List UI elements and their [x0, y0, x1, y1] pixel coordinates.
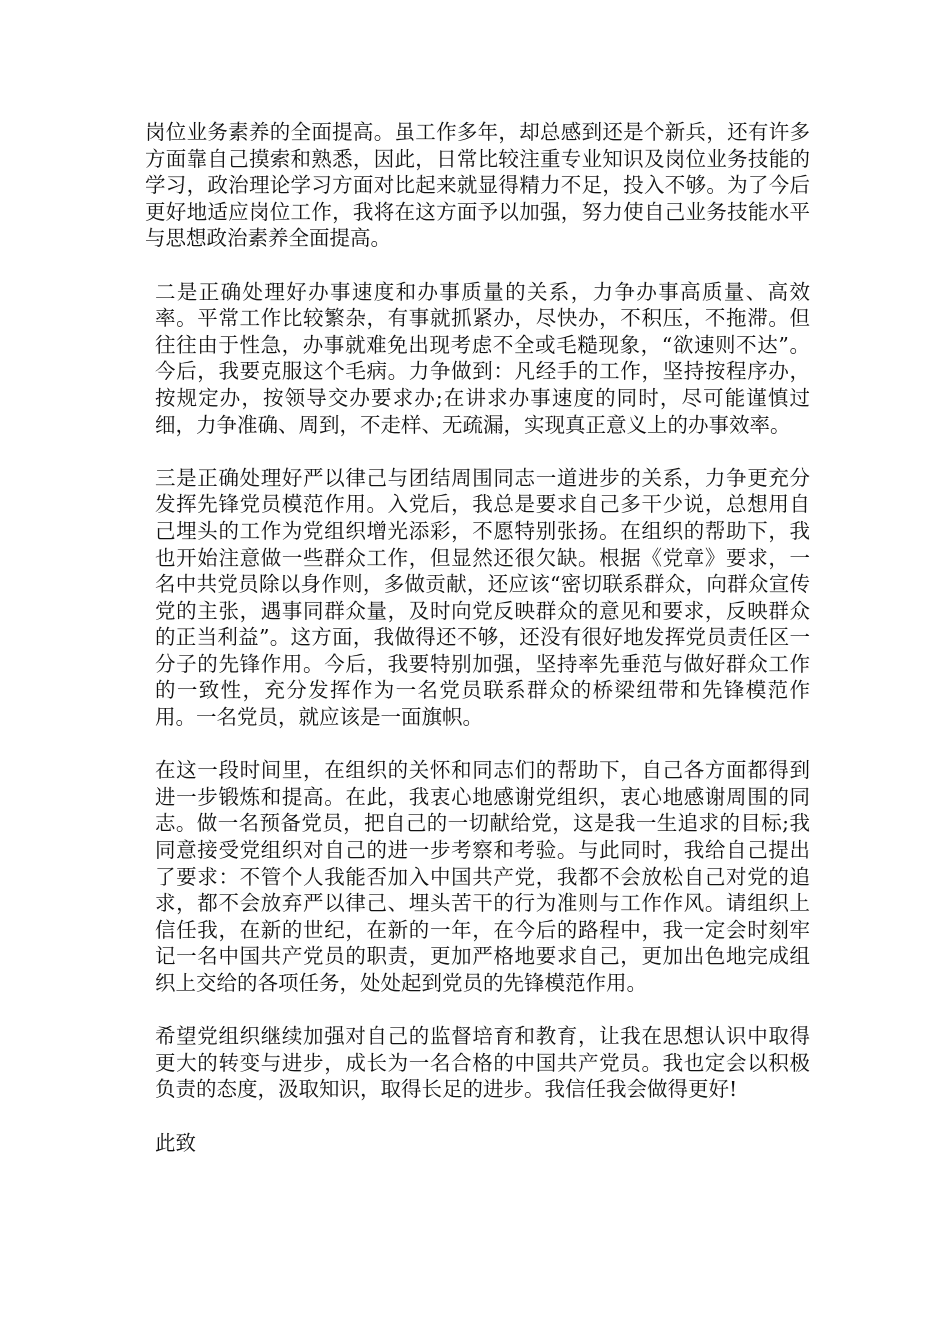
paragraph-4: 在这一段时间里，在组织的关怀和同志们的帮助下，自己各方面都得到进一步锻炼和提高。在此，我衷心地感谢党组织，衷心地感谢周围的同志。做一名预备党员，把自己的一切献给党，这是我一生追求的目标;我同意接受党组织对自己的进一步考察和考验。与此同时，我给自己提出了要求：不管个人我能否加入中国共产党，我都不会放松自己对党的追求，都不会放弃严以律己、埋头苦干的行为准则与工作作风。请组织上信任我，在新的世纪，在新的一年，在今后的路程中，我一定会时刻牢记一名中国共产党员的职责，更加严格地要求自己，更加出色地完成组织上交给的各项任务，处处起到党员的先锋模范作用。	[155, 758, 810, 995]
paragraph-gap	[145, 1103, 810, 1130]
document-body	[145, 119, 810, 1156]
paragraph-gap	[145, 438, 810, 465]
paragraph-2: 二是正确处理好办事速度和办事质量的关系，力争办事高质量、高效率。平常工作比较繁杂，有事就抓紧办，尽快办，不积压，不拖滞。但往往由于性急，办事就难免出现考虑不全或毛糙现象，“欲速则不达”。今后，我要克服这个毛病。力争做到：凡经手的工作，坚持按程序办，按规定办，按领导交办要求办;在讲求办事速度的同时，尽可能谨慎过细，力争准确、周到，不走样、无疏漏，实现真正意义上的办事效率。	[155, 279, 810, 437]
paragraph-5: 希望党组织继续加强对自己的监督培育和教育，让我在思想认识中取得更大的转变与进步，成长为一名合格的中国共产党员。我也定会以积极负责的态度，汲取知识，取得长足的进步。我信任我会做得更好!	[155, 1024, 810, 1102]
paragraph-3: 三是正确处理好严以律己与团结周围同志一道进步的关系，力争更充分发挥先锋党员模范作用。入党后，我总是要求自己多干少说，总想用自己埋头的工作为党组织增光添彩，不愿特别张扬。在组织的帮助下，我也开始注意做一些群众工作，但显然还很欠缺。根据《党章》要求，一名中共党员除以身作则，多做贡献，还应该“密切联系群众，向群众宣传党的主张，遇事同群众量，及时向党反映群众的意见和要求，反映群众的正当利益”。这方面，我做得还不够，还没有很好地发挥党员责任区一分子的先锋作用。今后，我要特别加强，坚持率先垂范与做好群众工作的一致性，充分发挥作为一名党员联系群众的桥梁纽带和先锋模范作用。一名党员，就应该是一面旗帜。	[155, 465, 810, 730]
paragraph-1: 岗位业务素养的全面提高。虽工作多年，却总感到还是个新兵，还有许多方面靠自己摸索和熟悉，因此，日常比较注重专业知识及岗位业务技能的学习，政治理论学习方面对比起来就显得精力不足，投入不够。为了今后更好地适应岗位工作，我将在这方面予以加强，努力使自己业务技能水平与思想政治素养全面提高。	[145, 120, 810, 251]
paragraph-gap	[145, 731, 810, 758]
paragraph-gap	[145, 997, 810, 1024]
paragraph-gap	[145, 252, 810, 279]
closing-salutation: 此致	[155, 1130, 196, 1155]
